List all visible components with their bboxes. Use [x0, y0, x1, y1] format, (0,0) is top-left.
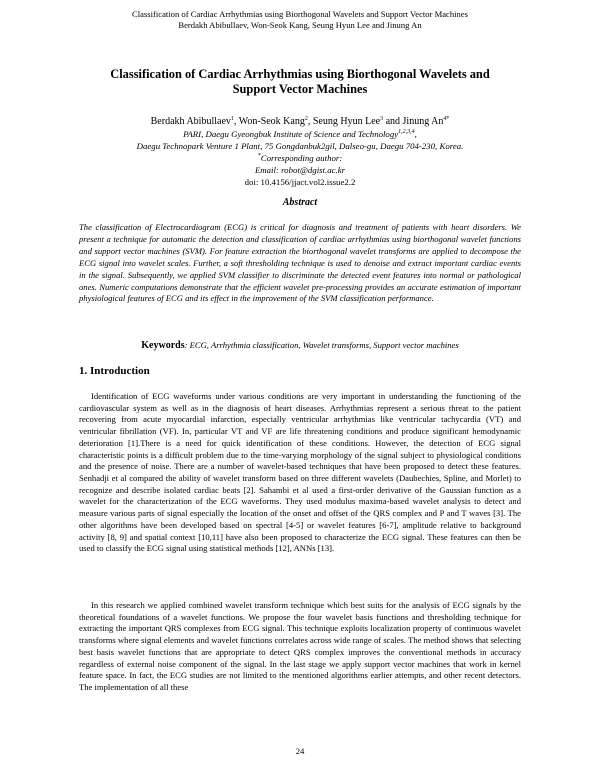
paper-title-line-2: Support Vector Machines [232, 82, 368, 96]
author-4: Jinung An [402, 116, 444, 127]
institute-affil-numbers: 1,2,3,4 [398, 129, 415, 135]
body-paragraph-1: Identification of ECG waveforms under various conditions are very important in understanding the functioning of the cardiovascular system as well as in the diagnosis of heart diseases. Arrhythmias represent a serious threat to the patient recovering from acute myocardial infarction, especially ventricular arrhythmias like ventricular tachycardia (VT) and ventricular fibrillation (VF). In, particular VT and VF are life threatening conditions and produce significant hemodynamic deterioration [1].There is a need for quick identification of these conditions. However, the detection of ECG signal characteristic points is a difficult problem due to the time-varying morphology of the signal subject to physiological conditions and the presence of noise. There are a number of wavelet-based techniques that have been proposed to detect these features. Senhadji et al compared the ability of wavelet transform based on three different wavelets (Daubechies, Spline, and Morlet) to recognize and describe isolated cardiac beats [2]. Sahambi et al used a first-order derivative of the Gaussian function as a wavelet for the characterization of the ECG waveforms. They used modulus maxima-based wavelet analysis to detect and measure various parts of signal especially the location of the onset and offset of the QRS complex and P and T waves [3]. The other algorithms have been developed based on spectral [4-5] or wavelet features [6-7], amplitude relative to background activity [8, 9] and spatial context [10,11] have also been proposed to characterize the ECG signal. These features can then be used to classify the ECG signal using statistical methods [12], ANNs [13]. [79, 391, 521, 554]
abstract-text: The classification of Electrocardiogram (ECG) is critical for diagnosis and treatment of patients with heart disorders. We present a technique for automatic the detection and classification of cardiac arrhythmias using biorthogonal wavelet functions and support vector machines (SVM). For feature extraction the biorthogonal wavelet transforms are applied to decompose the ECG signal into wavelet scales. Further, a soft thresholding technique is used to denoise and extract important cardiac events in the signal. Subsequently, we applied SVM classifier to discriminate the detected event features into normal or pathological ones. Numeric computations demonstrate that the efficient wavelet pre-processing provides an accurate estimation of important physiological features of ECG and its effect in the improvement of the SVM classification performance. [79, 222, 521, 304]
author-2: Won-Seok Kang [238, 116, 305, 127]
author-1: Berdakh Abibullaev [150, 116, 231, 127]
affiliation-institute: PARI, Daegu Gyeongbuk Institute of Science and Technology$^{1,2,3,4}$, [183, 129, 417, 139]
running-header-title: Classification of Cardiac Arrhythmias using Biorthogonal Wavelets and Support Vector Machines [132, 9, 468, 19]
author-1-affil: 1 [230, 116, 234, 122]
author-3: Seung Hyun Lee [312, 116, 381, 127]
running-header-authors: Berdakh Abibullaev, Won-Seok Kang, Seung Hyun Lee and Jinung An [178, 20, 422, 30]
author-sep-3: and [383, 116, 403, 127]
keywords [0, 340, 600, 351]
author-3-affil: 3 [380, 116, 384, 122]
abstract-heading: Abstract [282, 197, 318, 208]
keywords-label: Keywords [141, 340, 185, 351]
section-heading-introduction: 1. Introduction [79, 365, 150, 377]
paper-title [60, 67, 540, 97]
institute-name: PARI, Daegu Gyeongbuk Institute of Science and Technology [183, 129, 399, 139]
author-sep-1: , [233, 116, 239, 127]
affiliation-address: Daegu Technopark Venture 1 Plant, 75 Gongdanbuk2gil, Dalseo-gu, Daegu 704-230, Korea. [136, 141, 464, 151]
author-2-affil: 2 [304, 116, 308, 122]
doi: doi: 10.4156/jjact.vol2.issue2.2 [244, 177, 356, 187]
keywords-list: : ECG, Arrhythmia classification, Wavelet transforms, Support vector machines [184, 340, 459, 350]
author-sep-2: , [307, 116, 313, 127]
author-list [0, 116, 600, 128]
author-4-affil: 4* [443, 116, 450, 122]
page-number: 24 [295, 746, 305, 756]
body-paragraph-2: In this research we applied combined wavelet transform technique which best suits for the analysis of ECG signals by the theoretical foundations of a wavelet functions. We propose the four wavelet basis functions and thresholding technique for extracting the important QRS complexes from ECG signal. This technique exploits localization property of continuous wavelet transforms where signal elements and wavelet functions correlates across wide range of scales. The method shows that selecting best basis wavelet functions that are appropriate to detect QRS complex improves the conventional methods in accuracy regardless of external noise component of the signal. In the last stage we apply support vector machines that work in kernel feature space. In fact, the ECG studies are not limited to the mentioned algorithms earlier attempts, and other recent detectors. The implementation of all these [79, 600, 521, 693]
paper-title-line-1: Classification of Cardiac Arrhythmias using Biorthogonal Wavelets and [110, 67, 490, 81]
corresponding-email: Email: robot@dgist.ac.kr [254, 165, 346, 175]
running-header [0, 9, 600, 31]
corresponding-author-label: *Corresponding author: [257, 153, 343, 163]
